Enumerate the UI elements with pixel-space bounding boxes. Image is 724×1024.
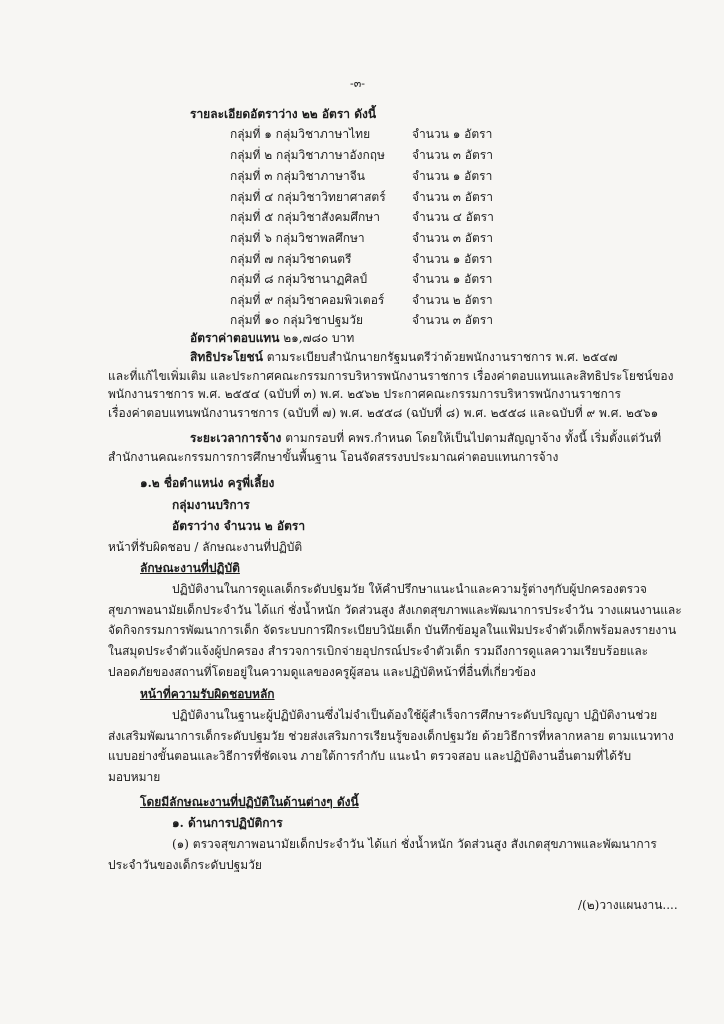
position-heading: ๑.๒ ชื่อตำแหน่ง ครูพี่เลี้ยง <box>140 476 275 490</box>
group-count: จำนวน ๓ อัตรา <box>412 148 493 162</box>
group-label: กลุ่มที่ ๕ กลุ่มวิชาสังคมศึกษา <box>230 210 380 224</box>
group-count: จำนวน ๓ อัตรา <box>412 313 493 327</box>
aspects-heading: โดยมีลักษณะงานที่ปฏิบัติในด้านต่างๆ ดังนี้ <box>140 795 359 809</box>
work-nature-text: ปลอดภัยของสถานที่โดยอยู่ในความดูแลของครูผู้สอน และปฏิบัติหน้าที่อื่นที่เกี่ยวข้อง <box>108 665 536 679</box>
salary-value: ๒๑,๗๘๐ บาท <box>283 331 355 345</box>
operations-item-text: ประจำวันของเด็กระดับปฐมวัย <box>108 858 262 872</box>
group-label: กลุ่มที่ ๗ กลุ่มวิชาดนตรี <box>230 252 352 266</box>
main-duty-heading: หน้าที่ความรับผิดชอบหลัก <box>140 687 275 701</box>
work-nature-text: จัดกิจกรรมการพัฒนาการเด็ก จัดระบบการฝึกระเบียบวินัยเด็ก บันทึกข้อมูลในแฟ้มประจำตัวเด็กพร้อมลงรายงาน <box>108 623 677 637</box>
operations-item-text: (๑) ตรวจสุขภาพอนามัยเด็กประจำวัน ได้แก่ ชั่งน้ำหนัก วัดส่วนสูง สังเกตสุขภาพและพัฒนาการ <box>172 837 657 851</box>
group-label: กลุ่มที่ ๔ กลุ่มวิชาวิทยาศาสตร์ <box>230 190 386 204</box>
group-label: กลุ่มที่ ๑ กลุ่มวิชาภาษาไทย <box>230 127 371 141</box>
benefits-text: เรื่องค่าตอบแทนพนักงานราชการ (ฉบับที่ ๗) พ.ศ. ๒๕๕๘ (ฉบับที่ ๘) พ.ศ. ๒๕๕๘ และฉบับที่ ๙ พ.ศ. ๒๕๖๑ <box>108 406 659 420</box>
group-count: จำนวน ๑ อัตรา <box>412 169 493 183</box>
work-nature-text: สุขภาพอนามัยเด็กประจำวัน ได้แก่ ชั่งน้ำหนัก วัดส่วนสูง สังเกตสุขภาพและพัฒนาการประจำวัน วางแผนงานและ <box>108 603 682 617</box>
period-line <box>190 430 661 446</box>
period-text: ตามกรอบที่ คพร.กำหนด โดยให้เป็นไปตามสัญญาจ้าง ทั้งนี้ เริ่มตั้งแต่วันที่ <box>285 431 662 445</box>
group-count: จำนวน ๓ อัตรา <box>412 190 493 204</box>
main-duty-text: ส่งเสริมพัฒนาการเด็กระดับปฐมวัย ช่วยส่งเสริมการเรียนรู้ของเด็กปฐมวัย ด้วยวิธีการที่หลากหลาย ตามแนวทาง <box>108 729 674 743</box>
group-count: จำนวน ๒ อัตรา <box>412 293 493 307</box>
benefits-text: และที่แก้ไขเพิ่มเติม และประกาศคณะกรรมการบริหารพนักงานราชการ เรื่องค่าตอบแทนและสิทธิประโยชน์ของ <box>108 369 674 383</box>
benefits-text: พนักงานราชการ พ.ศ. ๒๕๕๔ (ฉบับที่ ๓) พ.ศ. ๒๕๖๒ ประกาศคณะกรรมการบริหารพนักงานราชการ <box>108 387 621 401</box>
group-label: กลุ่มที่ ๘ กลุ่มวิชานาฏศิลป์ <box>230 272 368 286</box>
group-label: กลุ่มที่ ๙ กลุ่มวิชาคอมพิวเตอร์ <box>230 293 385 307</box>
benefits-text: ตามระเบียบสำนักนายกรัฐมนตรีว่าด้วยพนักงานราชการ พ.ศ. ๒๕๔๗ <box>266 350 618 364</box>
operations-heading: ๑. ด้านการปฏิบัติการ <box>172 816 283 830</box>
group-label: กลุ่มที่ ๑๐ กลุ่มวิชาปฐมวัย <box>230 313 364 327</box>
benefits-label: สิทธิประโยชน์ <box>190 350 263 364</box>
position-vacancy: อัตราว่าง จำนวน ๒ อัตรา <box>172 519 306 533</box>
salary-label: อัตราค่าตอบแทน <box>190 331 280 345</box>
page-number: -๓- <box>350 77 365 90</box>
main-duty-text: ปฏิบัติงานในฐานะผู้ปฏิบัติงานซึ่งไม่จำเป็นต้องใช้ผู้สำเร็จการศึกษาระดับปริญญา ปฏิบัติงานช่วย <box>172 708 658 722</box>
work-nature-text: ในสมุดประจำตัวแจ้งผู้ปกครอง สำรวจการเบิกจ่ายอุปกรณ์ประจำตัวเด็ก รวมถึงการดูแลความเรียบร้อยและ <box>108 644 649 658</box>
work-nature-text: ปฏิบัติงานในการดูแลเด็กระดับปฐมวัย ให้คำปรึกษาแนะนำและความรู้ต่างๆกับผู้ปกครองตรวจ <box>172 582 647 596</box>
group-label: กลุ่มที่ ๖ กลุ่มวิชาพลศึกษา <box>230 231 365 245</box>
main-duty-text: แบบอย่างขั้นตอนและวิธีการที่ชัดเจน ภายใต้การกำกับ แนะนำ ตรวจสอบ และปฏิบัติงานอื่นตามที่ได้รับ <box>108 749 632 763</box>
continuation-note: /(๒)วางแผนงาน.... <box>578 898 678 912</box>
duty-heading: หน้าที่รับผิดชอบ / ลักษณะงานที่ปฏิบัติ <box>108 540 303 554</box>
main-duty-text: มอบหมาย <box>108 770 161 784</box>
group-count: จำนวน ๑ อัตรา <box>412 272 493 286</box>
position-group: กลุ่มงานบริการ <box>172 498 250 512</box>
group-label: กลุ่มที่ ๓ กลุ่มวิชาภาษาจีน <box>230 169 365 183</box>
group-count: จำนวน ๑ อัตรา <box>412 127 493 141</box>
benefits-line <box>190 349 617 365</box>
group-count: จำนวน ๔ อัตรา <box>412 210 494 224</box>
group-count: จำนวน ๑ อัตรา <box>412 252 493 266</box>
group-label: กลุ่มที่ ๒ กลุ่มวิชาภาษาอังกฤษ <box>230 148 385 162</box>
period-text: สำนักงานคณะกรรมการการศึกษาขั้นพื้นฐาน โอนจัดสรรงบประมาณค่าตอบแทนการจ้าง <box>108 450 559 464</box>
work-nature-heading: ลักษณะงานที่ปฏิบัติ <box>140 561 240 575</box>
salary-line <box>190 330 354 346</box>
vacancy-heading: รายละเอียดอัตราว่าง ๒๒ อัตรา ดังนี้ <box>190 107 377 121</box>
group-count: จำนวน ๓ อัตรา <box>412 231 493 245</box>
period-label: ระยะเวลาการจ้าง <box>190 431 282 445</box>
